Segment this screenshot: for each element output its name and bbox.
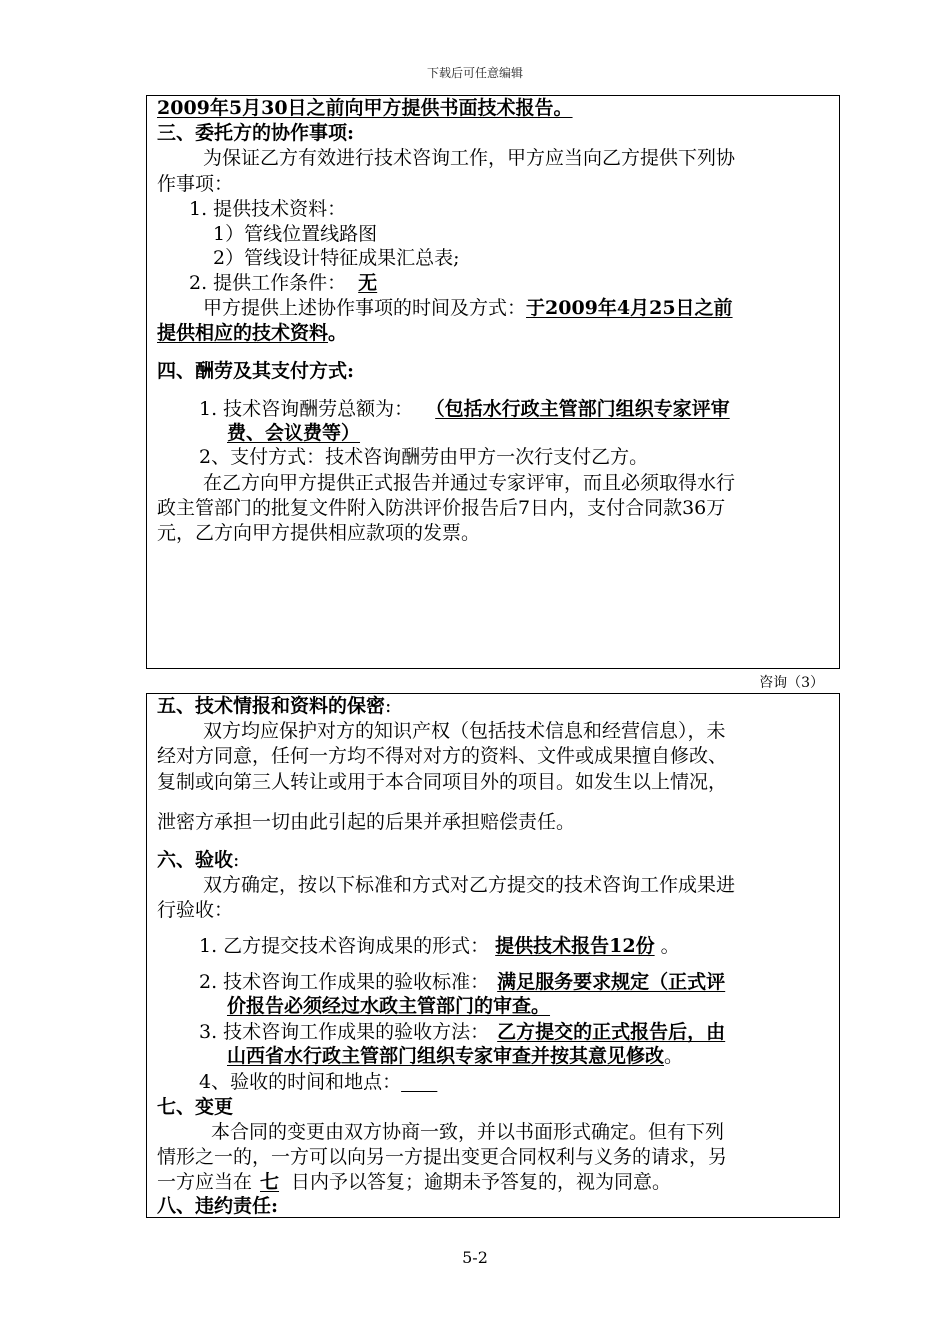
fee-label: 1. 技术咨询酬劳总额为：	[199, 398, 414, 420]
heading-confidentiality	[157, 694, 391, 718]
item-tech-data: 1. 提供技术资料：	[189, 198, 347, 220]
reply-days-value: 七	[260, 1171, 280, 1193]
acceptance-method-end: 。	[664, 1045, 684, 1067]
payment-method: 2、支付方式：技术咨询酬劳由甲方一次行支付乙方。	[199, 446, 649, 468]
page-note: 咨询（3）	[759, 675, 824, 691]
acceptance-para-2: 行验收：	[157, 899, 234, 921]
acceptance-time-line	[199, 1070, 451, 1094]
cooperation-time-end: 。	[328, 322, 348, 344]
changes-para-2: 情形之一的，一方可以向另一方提出变更合同权利与义务的请求，另	[157, 1146, 728, 1168]
report-deadline-line: 2009年5月30日之前向甲方提供书面技术报告。	[157, 97, 573, 119]
confidentiality-title: 五、技术情报和资料的保密	[157, 695, 386, 717]
changes-para-3	[157, 1170, 671, 1194]
fee-value: （包括水行政主管部门组织专家评审	[435, 398, 730, 420]
acceptance-colon: :	[233, 849, 240, 871]
heading-payment: 四、酬劳及其支付方式:	[157, 360, 355, 382]
acceptance-standard-label: 2. 技术咨询工作成果的验收标准：	[199, 971, 490, 993]
changes-para-3-start: 一方应当在	[157, 1171, 253, 1193]
acceptance-title: 六、验收	[157, 849, 234, 871]
changes-para-3-end: 日内予以答复；逾期未予答复的，视为同意。	[291, 1171, 672, 1193]
page-number: 5-2	[462, 1248, 488, 1267]
acceptance-method-line-2	[227, 1044, 683, 1068]
payment-terms-1: 在乙方向甲方提供正式报告并通过专家评审，而且必须取得水行	[203, 472, 736, 494]
payment-terms-3: 元，乙方向甲方提供相应款项的发票。	[157, 522, 481, 544]
contract-section-box-2	[146, 693, 840, 1218]
cooperation-time-value: 于2009年4月25日之前	[526, 297, 733, 319]
heading-liability: 八、违约责任:	[157, 1195, 279, 1217]
item-design-summary: 2）管线设计特征成果汇总表;	[213, 247, 460, 269]
confidentiality-colon: :	[385, 695, 392, 717]
confidentiality-para-1: 双方均应保护对方的知识产权（包括技术信息和经营信息），未	[203, 720, 726, 742]
work-conditions-label: 2. 提供工作条件：	[189, 272, 347, 294]
confidentiality-para-4: 泄密方承担一切由此引起的后果并承担赔偿责任。	[157, 811, 576, 833]
result-form-label: 1. 乙方提交技术咨询成果的形式：	[199, 935, 490, 957]
acceptance-standard-value-2: 价报告必须经过水政主管部门的审查。	[227, 995, 551, 1017]
acceptance-standard-line	[199, 970, 725, 994]
fee-line	[199, 397, 730, 421]
heading-changes: 七、变更	[157, 1096, 234, 1118]
cooperation-time-value-2: 提供相应的技术资料	[157, 322, 329, 344]
result-form-value: 提供技术报告12份	[495, 935, 655, 957]
acceptance-method-line	[199, 1020, 725, 1044]
changes-para-1: 本合同的变更由双方协商一致，并以书面形式确定。但有下列	[211, 1121, 725, 1143]
result-form-line	[199, 934, 680, 958]
fee-value-2: 费、会议费等）	[227, 422, 361, 444]
cooperation-time-line-2	[157, 321, 347, 345]
item-work-conditions	[189, 271, 389, 295]
cooperation-para-2: 作事项：	[157, 173, 234, 195]
heading-acceptance	[157, 848, 239, 872]
page-header: 下载后可任意编辑	[426, 66, 523, 80]
work-conditions-value: 无	[358, 272, 378, 294]
heading-cooperation: 三、委托方的协作事项:	[157, 122, 355, 144]
acceptance-para-1: 双方确定，按以下标准和方式对乙方提交的技术咨询工作成果进	[203, 874, 736, 896]
confidentiality-para-3: 复制或向第三人转让或用于本合同项目外的项目。如发生以上情况，	[157, 771, 728, 793]
acceptance-method-label: 3. 技术咨询工作成果的验收方法：	[199, 1021, 490, 1043]
acceptance-standard-value: 满足服务要求规定（正式评	[497, 971, 726, 993]
cooperation-para-1: 为保证乙方有效进行技术咨询工作，甲方应当向乙方提供下列协	[203, 147, 736, 169]
acceptance-time-blank	[401, 1070, 451, 1094]
contract-section-box-1	[146, 95, 840, 669]
item-route-map: 1）管线位置线路图	[213, 223, 378, 245]
acceptance-method-value-2: 山西省水行政主管部门组织专家审查并按其意见修改	[227, 1045, 665, 1067]
payment-terms-2: 政主管部门的批复文件附入防洪评价报告后7日内，支付合同款36万	[157, 497, 726, 519]
confidentiality-para-2: 经对方同意，任何一方均不得对对方的资料、文件或成果擅自修改、	[157, 745, 728, 767]
result-form-end: 。	[660, 935, 680, 957]
acceptance-method-value: 乙方提交的正式报告后，由	[497, 1021, 726, 1043]
cooperation-time-line	[203, 296, 733, 320]
cooperation-time-label: 甲方提供上述协作事项的时间及方式：	[203, 297, 527, 319]
acceptance-time-label: 4、验收的时间和地点：	[199, 1071, 402, 1093]
